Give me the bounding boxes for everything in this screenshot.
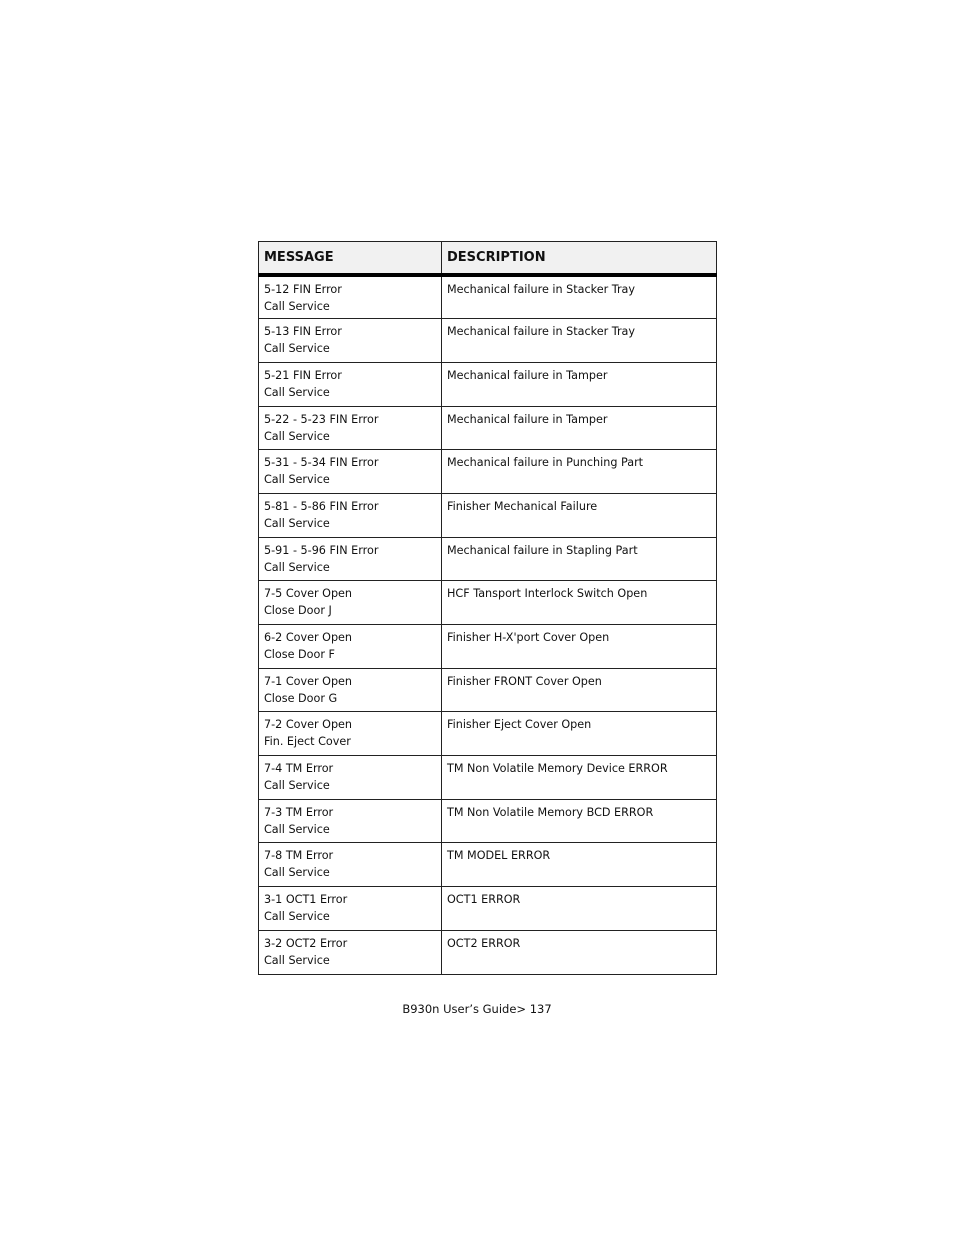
message-action: Call Service [264, 429, 330, 443]
message-code: 7-5 Cover Open [264, 587, 353, 601]
table-row [259, 537, 717, 581]
message-action: Call Service [264, 342, 330, 356]
page-footer: B930n User’s Guide> 137 [402, 1002, 552, 1016]
message-cell [259, 799, 442, 843]
message-code: 7-3 TM Error [264, 805, 334, 819]
message-code: 5-13 FIN Error [264, 325, 342, 339]
message-action: Call Service [264, 385, 330, 399]
message-cell [259, 625, 442, 669]
table-row [259, 362, 717, 406]
description-cell: TM Non Volatile Memory BCD ERROR [442, 799, 717, 843]
table-row [259, 319, 717, 363]
message-action: Close Door J [264, 604, 332, 618]
message-code: 7-8 TM Error [264, 849, 334, 863]
message-cell [259, 493, 442, 537]
table-row [259, 625, 717, 669]
message-action: Fin. Eject Cover [264, 735, 351, 749]
table-row [259, 668, 717, 712]
message-cell [259, 756, 442, 800]
table-header-row [259, 242, 717, 276]
message-cell [259, 843, 442, 887]
table-row [259, 756, 717, 800]
message-cell [259, 712, 442, 756]
message-action: Call Service [264, 953, 330, 967]
description-cell: Mechanical failure in Stacker Tray [442, 275, 717, 319]
description-cell: HCF Tansport Interlock Switch Open [442, 581, 717, 625]
description-cell: TM Non Volatile Memory Device ERROR [442, 756, 717, 800]
message-action: Call Service [264, 516, 330, 530]
message-cell [259, 930, 442, 974]
description-cell: Mechanical failure in Punching Part [442, 450, 717, 494]
message-action: Call Service [264, 910, 330, 924]
table-body [259, 275, 717, 974]
description-cell: Mechanical failure in Tamper [442, 362, 717, 406]
message-code: 5-21 FIN Error [264, 368, 342, 382]
table-row [259, 581, 717, 625]
message-code: 3-1 OCT1 Error [264, 893, 348, 907]
table-row [259, 843, 717, 887]
table-row [259, 887, 717, 931]
table-row [259, 493, 717, 537]
message-column-header: MESSAGE [259, 242, 442, 276]
message-action: Call Service [264, 779, 330, 793]
message-action: Call Service [264, 822, 330, 836]
message-cell [259, 319, 442, 363]
message-code: 7-1 Cover Open [264, 674, 353, 688]
table-row [259, 275, 717, 319]
message-cell [259, 406, 442, 450]
message-cell [259, 362, 442, 406]
message-cell [259, 668, 442, 712]
message-cell [259, 887, 442, 931]
message-code: 5-81 - 5-86 FIN Error [264, 499, 379, 513]
message-cell [259, 450, 442, 494]
description-cell: OCT1 ERROR [442, 887, 717, 931]
error-message-table [258, 241, 717, 975]
message-action: Call Service [264, 473, 330, 487]
description-cell: Finisher H-X'port Cover Open [442, 625, 717, 669]
message-code: 7-4 TM Error [264, 762, 334, 776]
message-action: Call Service [264, 866, 330, 880]
description-cell: TM MODEL ERROR [442, 843, 717, 887]
message-code: 6-2 Cover Open [264, 631, 353, 644]
table-row [259, 450, 717, 494]
description-cell: Mechanical failure in Tamper [442, 406, 717, 450]
message-code: 5-31 - 5-34 FIN Error [264, 456, 379, 470]
description-cell: OCT2 ERROR [442, 930, 717, 974]
description-cell: Mechanical failure in Stacker Tray [442, 319, 717, 363]
table-row [259, 712, 717, 756]
description-cell: Finisher Mechanical Failure [442, 493, 717, 537]
message-cell [259, 581, 442, 625]
message-code: 7-2 Cover Open [264, 718, 353, 732]
message-code: 5-91 - 5-96 FIN Error [264, 543, 379, 557]
description-cell: Finisher FRONT Cover Open [442, 668, 717, 712]
message-code: 5-22 - 5-23 FIN Error [264, 412, 379, 426]
message-cell [259, 537, 442, 581]
table-row [259, 406, 717, 450]
message-action: Call Service [264, 560, 330, 574]
message-code: 3-2 OCT2 Error [264, 936, 348, 950]
message-code: 5-12 FIN Error [264, 283, 342, 296]
table-row [259, 799, 717, 843]
message-action: Close Door F [264, 648, 335, 661]
description-cell: Mechanical failure in Stapling Part [442, 537, 717, 581]
message-action: Call Service [264, 300, 330, 313]
table-row [259, 930, 717, 974]
message-action: Close Door G [264, 691, 338, 705]
description-column-header: DESCRIPTION [442, 242, 717, 276]
message-cell [259, 275, 442, 319]
description-cell: Finisher Eject Cover Open [442, 712, 717, 756]
